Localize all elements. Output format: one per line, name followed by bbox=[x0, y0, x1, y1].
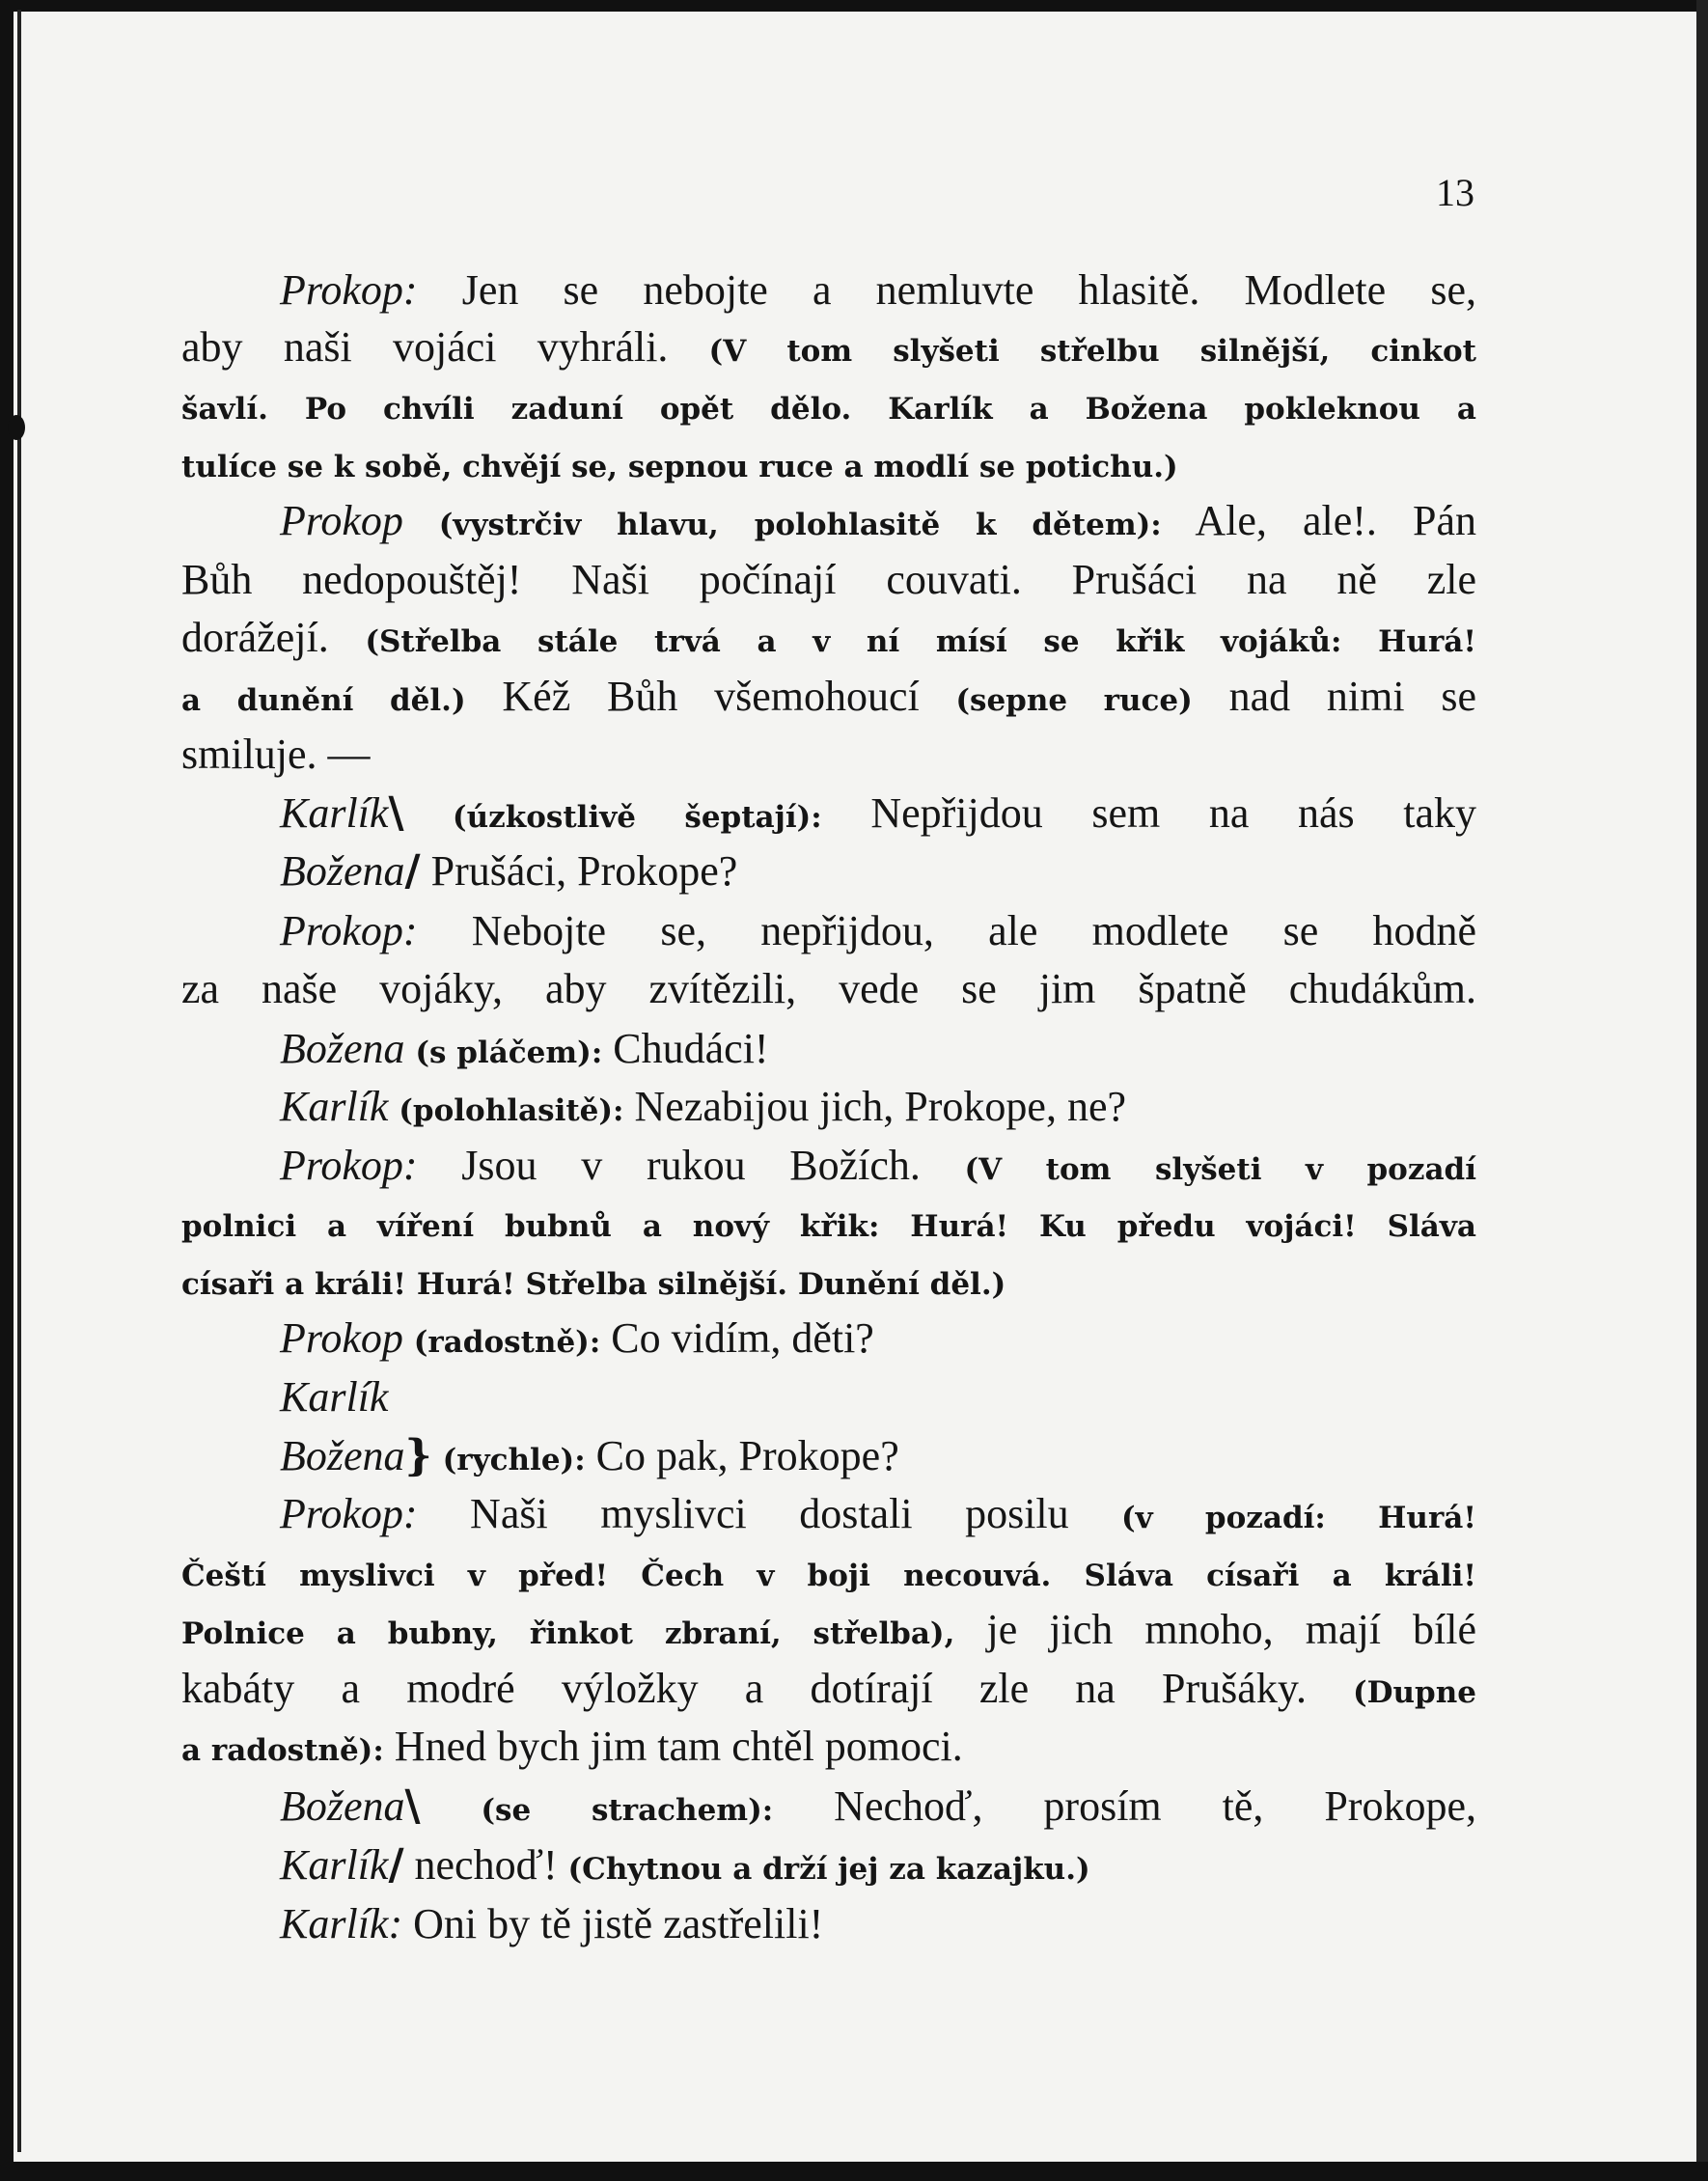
text-line bbox=[181, 380, 1476, 429]
text-line bbox=[181, 322, 1476, 372]
stage-direction: (Chytnou a drží jej za kazajku.) bbox=[557, 1852, 1090, 1887]
line-text: Chudáci! bbox=[602, 1025, 769, 1072]
text-line bbox=[181, 1256, 1006, 1305]
stage-direction: (Dupne bbox=[1306, 1675, 1476, 1710]
text-line bbox=[181, 730, 371, 779]
line-text: Oni by tě jistě zastřelili! bbox=[402, 1900, 824, 1947]
text-line bbox=[181, 438, 1178, 487]
text-line bbox=[181, 1722, 963, 1771]
line-text: Nepřijdou sem na nás taky bbox=[821, 789, 1476, 837]
text-line bbox=[181, 672, 1476, 721]
speaker-name: Karlík bbox=[280, 1083, 389, 1130]
stage-direction: Čeští myslivci v před! Čech v boji necouvá. Sláva císaři a králi! bbox=[181, 1559, 1476, 1593]
line-text: Ale, ale!. Pán bbox=[1161, 497, 1476, 544]
stage-direction: tulíce se k sobě, chvějí se, sepnou ruce a modlí se potichu.) bbox=[181, 450, 1178, 484]
text-line bbox=[280, 846, 737, 896]
line-text: Nebojte se, nepřijdou, ale modlete se hodně bbox=[417, 907, 1476, 954]
text-line bbox=[181, 555, 1476, 604]
text-line bbox=[280, 1431, 899, 1480]
speaker-name: Božena bbox=[280, 847, 405, 895]
speaker-brace: / bbox=[404, 846, 421, 896]
text-line bbox=[181, 1547, 1476, 1596]
speaker-name: Prokop: bbox=[280, 907, 418, 954]
stage-direction: (V tom slyšeti střelbu silnější, cinkot bbox=[668, 334, 1476, 369]
line-text: Prušáci, Prokope? bbox=[420, 847, 738, 895]
line-text: Jen se nebojte a nemluvte hlasitě. Modlete se, bbox=[417, 266, 1476, 314]
line-text: Bůh nedopouštěj! Naši počínají couvati. Prušáci na ně zle bbox=[181, 556, 1476, 603]
line-text: dorážejí. bbox=[181, 614, 329, 661]
line-text: Jsou v rukou Božích. bbox=[417, 1142, 921, 1189]
speaker-name: Božena bbox=[280, 1025, 405, 1072]
text-line bbox=[280, 788, 1476, 838]
line-text: Hned bych jim tam chtěl pomoci. bbox=[383, 1723, 963, 1770]
text-line bbox=[280, 1082, 1126, 1131]
text-line bbox=[181, 964, 1476, 1013]
text-line bbox=[280, 1840, 1090, 1890]
stage-direction: Polnice a bubny, řinkot zbraní, střelba), bbox=[181, 1616, 955, 1651]
text-line bbox=[280, 496, 1476, 545]
speaker-name: Prokop: bbox=[280, 1490, 418, 1537]
speaker-brace: \ bbox=[388, 788, 404, 838]
speaker-name: Prokop: bbox=[280, 266, 418, 314]
line-text: nad nimi se bbox=[1192, 673, 1476, 720]
scan-border-left bbox=[0, 0, 14, 2181]
stage-direction: (polohlasitě): bbox=[388, 1093, 624, 1128]
speaker-name: Božena bbox=[280, 1782, 405, 1830]
scan-border-left-inner bbox=[17, 10, 21, 2152]
stage-direction: (v pozadí: Hurá! bbox=[1068, 1501, 1476, 1535]
text-line bbox=[280, 906, 1476, 955]
speaker-brace: \ bbox=[404, 1781, 421, 1831]
speaker-name: Karlík bbox=[280, 1373, 389, 1421]
scan-border-right bbox=[1696, 0, 1708, 2181]
line-text: nechoď! bbox=[403, 1841, 558, 1889]
line-text: Co vidím, děti? bbox=[600, 1314, 874, 1362]
speaker-name: Karlík bbox=[280, 1841, 389, 1889]
stage-direction: a radostně): bbox=[181, 1733, 384, 1768]
speaker-name: Karlík: bbox=[280, 1900, 403, 1947]
speaker-name: Prokop bbox=[280, 497, 403, 544]
speaker-name: Prokop: bbox=[280, 1142, 418, 1189]
scan-border-bottom bbox=[0, 2162, 1708, 2181]
speaker-name: Karlík bbox=[280, 789, 389, 837]
line-text: Nechoď, prosím tě, Prokope, bbox=[773, 1782, 1476, 1830]
line-text: za naše vojáky, aby zvítězili, vede se jim špatně chudákům. bbox=[181, 965, 1476, 1012]
stage-direction: (úzkostlivě šeptají): bbox=[403, 800, 822, 835]
line-text: aby naši vojáci vyhráli. bbox=[181, 323, 669, 371]
line-text: Naši myslivci dostali posilu bbox=[417, 1490, 1069, 1537]
text-line bbox=[280, 1781, 1476, 1831]
line-text: kabáty a modré výložky a dotírají zle na Prušáky. bbox=[181, 1665, 1307, 1712]
line-text: smiluje. — bbox=[181, 731, 371, 778]
text-line bbox=[280, 265, 1476, 315]
line-text: Nezabijou jich, Prokope, ne? bbox=[623, 1083, 1127, 1130]
text-line bbox=[280, 1489, 1476, 1538]
stage-direction: šavlí. Po chvíli zaduní opět dělo. Karlík a Božena pokleknou a bbox=[181, 392, 1476, 427]
stage-direction: (Střelba stále trvá a v ní mísí se křik vojáků: Hurá! bbox=[328, 624, 1476, 659]
speaker-brace: } bbox=[404, 1431, 432, 1480]
line-text: Co pak, Prokope? bbox=[585, 1432, 899, 1479]
stage-direction: (V tom slyšeti v pozadí bbox=[920, 1152, 1476, 1187]
text-line bbox=[181, 1664, 1476, 1713]
page-number: 13 bbox=[1436, 171, 1474, 214]
line-text: Kéž Bůh všemohoucí bbox=[465, 673, 920, 720]
stage-direction: (vystrčiv hlavu, polohlasitě k dětem): bbox=[402, 508, 1162, 542]
scan-border-top bbox=[0, 0, 1708, 12]
text-line bbox=[280, 1899, 823, 1948]
stage-direction: (radostně): bbox=[402, 1325, 601, 1360]
speaker-name: Božena bbox=[280, 1432, 405, 1479]
text-line bbox=[181, 613, 1476, 662]
text-line bbox=[280, 1024, 769, 1073]
stage-direction: a dunění děl.) bbox=[181, 683, 466, 718]
text-line bbox=[280, 1141, 1476, 1190]
text-line bbox=[181, 1605, 1476, 1654]
text-line bbox=[280, 1313, 874, 1363]
speaker-name: Prokop bbox=[280, 1314, 403, 1362]
stage-direction: (rychle): bbox=[431, 1443, 586, 1477]
stage-direction: císaři a králi! Hurá! Střelba silnější. Dunění děl.) bbox=[181, 1267, 1006, 1302]
stage-direction: polnici a víření bubnů a nový křik: Hurá! Ku předu vojáci! Sláva bbox=[181, 1209, 1476, 1244]
stage-direction: (s pláčem): bbox=[404, 1035, 603, 1070]
stage-direction: (sepne ruce) bbox=[919, 683, 1193, 718]
text-line bbox=[181, 1198, 1476, 1247]
text-line bbox=[280, 1372, 388, 1422]
binding-mark bbox=[8, 415, 25, 440]
speaker-brace: / bbox=[388, 1840, 404, 1890]
stage-direction: (se strachem): bbox=[420, 1793, 774, 1828]
line-text: je jich mnoho, mají bílé bbox=[954, 1606, 1476, 1653]
